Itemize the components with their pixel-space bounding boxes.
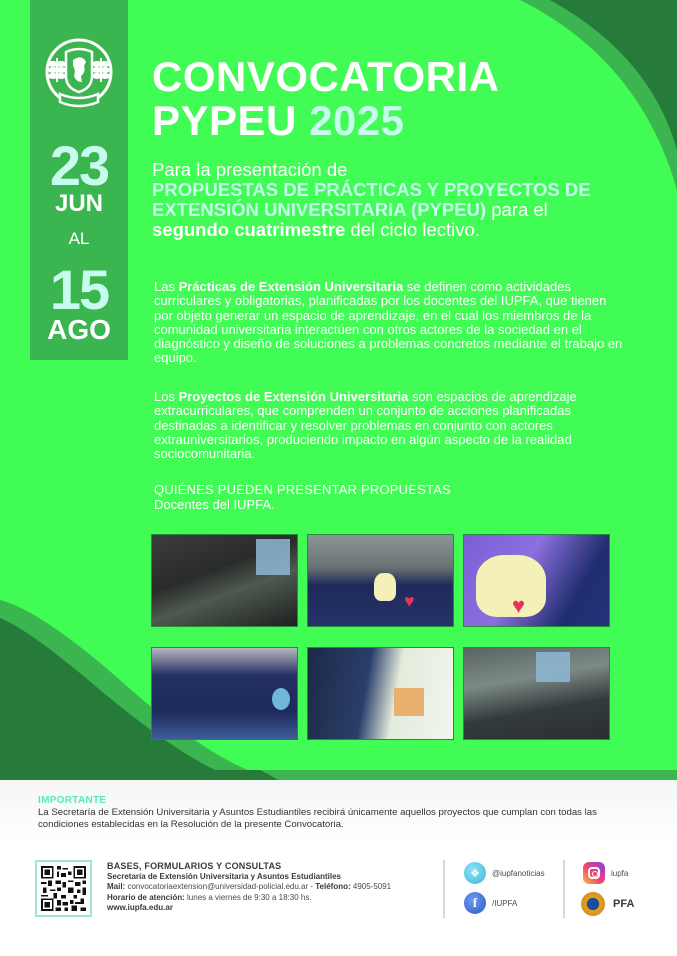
photo-group-outdoor: ♥ (307, 534, 454, 627)
twitter-link[interactable] (464, 862, 545, 884)
eligibility-heading: QUIÉNES PUEDEN PRESENTAR PROPUESTAS (154, 482, 451, 497)
photo-grid (151, 534, 613, 744)
intro-text (152, 160, 592, 240)
para2-bold: Proyectos de Extensión Universitaria (178, 389, 409, 404)
start-day: 23 (49, 134, 109, 197)
end-month: AGO (47, 314, 111, 345)
photo-group-indoor (151, 647, 298, 740)
important-title: IMPORTANTE (38, 795, 107, 806)
date-connector: AL (68, 229, 90, 248)
divider (563, 860, 565, 918)
pfa-badge-icon (581, 892, 605, 916)
intro-part3: del ciclo lectivo. (345, 219, 480, 240)
contact-info (107, 861, 391, 914)
website-link[interactable]: www.iupfa.edu.ar (107, 903, 173, 912)
pfa-label: PFA (613, 898, 635, 910)
facebook-icon: f (464, 892, 486, 914)
practicas-paragraph (154, 280, 624, 366)
intro-part2: para el (486, 199, 548, 220)
eligibility-value: Docentes del IUPFA. (154, 497, 275, 512)
intro-highlight: PROPUESTAS DE PRÁCTICAS Y PROYECTOS DE EXTENSIÓN UNIVERSITARIA (PYPEU) (152, 179, 591, 220)
title-line1: CONVOCATORIA (152, 53, 500, 100)
facebook-handle: /IUPFA (492, 898, 518, 908)
photo-projection-banknote (307, 647, 454, 740)
hours-value: lunes a viernes de 9:30 a 18:30 hs. (184, 892, 312, 902)
title-line2 (152, 99, 499, 143)
para1-bold: Prácticas de Extensión Universitaria (178, 279, 404, 294)
para1-rest: se definen como actividades curriculares y obligatorias, planificadas por los docentes del IUPFA, que tienen por objeto generar un espacio de aprendizaje, en el cual los miembros de la comunidad universitaria interactúen con otros actores de la sociedad en el diagnóstico y diseño de soluciones a problemas concretos mediante el trabajo en equipo. (154, 279, 623, 366)
intro-part1: Para la presentación de (152, 159, 348, 180)
para2-prefix: Los (154, 389, 179, 404)
instagram-link[interactable] (583, 862, 628, 884)
proyectos-paragraph (154, 390, 624, 461)
title-year: 2025 (309, 97, 405, 144)
instagram-handle: iupfa (611, 868, 629, 878)
contact-heading: BASES, FORMULARIOS Y CONSULTAS (107, 861, 282, 871)
twitter-icon: ❖ (464, 862, 486, 884)
iupfa-crest-icon (40, 36, 118, 114)
date-range (30, 134, 128, 345)
contact-department: Secretaría de Extensión Universitaria y Asuntos Estudiantiles (107, 871, 342, 881)
end-day: 15 (49, 258, 109, 321)
contact-mail-line (107, 882, 391, 893)
contact-hours-line (107, 893, 391, 904)
eligibility (154, 482, 451, 512)
pfa-link[interactable] (581, 892, 634, 916)
title-prefix: PYPEU (152, 97, 297, 144)
important-text: La Secretaría de Extensión Universitaria y Asuntos Estudiantiles recibirá únicamente aquellos proyectos que cumplan con todas las condiciones establecidas en la Resolución de la presente Convocatoria. (38, 807, 597, 831)
qr-code-icon[interactable] (35, 860, 92, 917)
para2-rest: son espacios de aprendizaje extracurriculares, que comprenden un conjunto de acciones planificadas destinadas a identificar y resolver problemas en conjunto con actores extrauniversitarios, produciendo impacto en algún aspecto de la realidad sociocomunitaria. (154, 389, 577, 462)
page-title (152, 55, 499, 143)
mail-label: Mail: (107, 882, 126, 891)
photo-classroom-1 (151, 534, 298, 627)
phone-value: 4905-5091 (350, 882, 392, 891)
photo-giant-glove: ♥ (463, 534, 610, 627)
divider (443, 860, 445, 918)
hours-label: Horario de atención: (107, 892, 185, 902)
instagram-icon (583, 862, 605, 884)
photo-classroom-2 (463, 647, 610, 740)
mail-link[interactable]: convocatoriaextension@universidad-policial.edu.ar - (125, 882, 316, 891)
intro-bold: segundo cuatrimestre (152, 219, 346, 240)
start-month: JUN (54, 190, 103, 217)
facebook-link[interactable] (464, 892, 517, 914)
para1-prefix: Las (154, 279, 179, 294)
twitter-handle: @iupfanoticias (492, 868, 545, 878)
phone-label: Teléfono: (315, 882, 351, 891)
